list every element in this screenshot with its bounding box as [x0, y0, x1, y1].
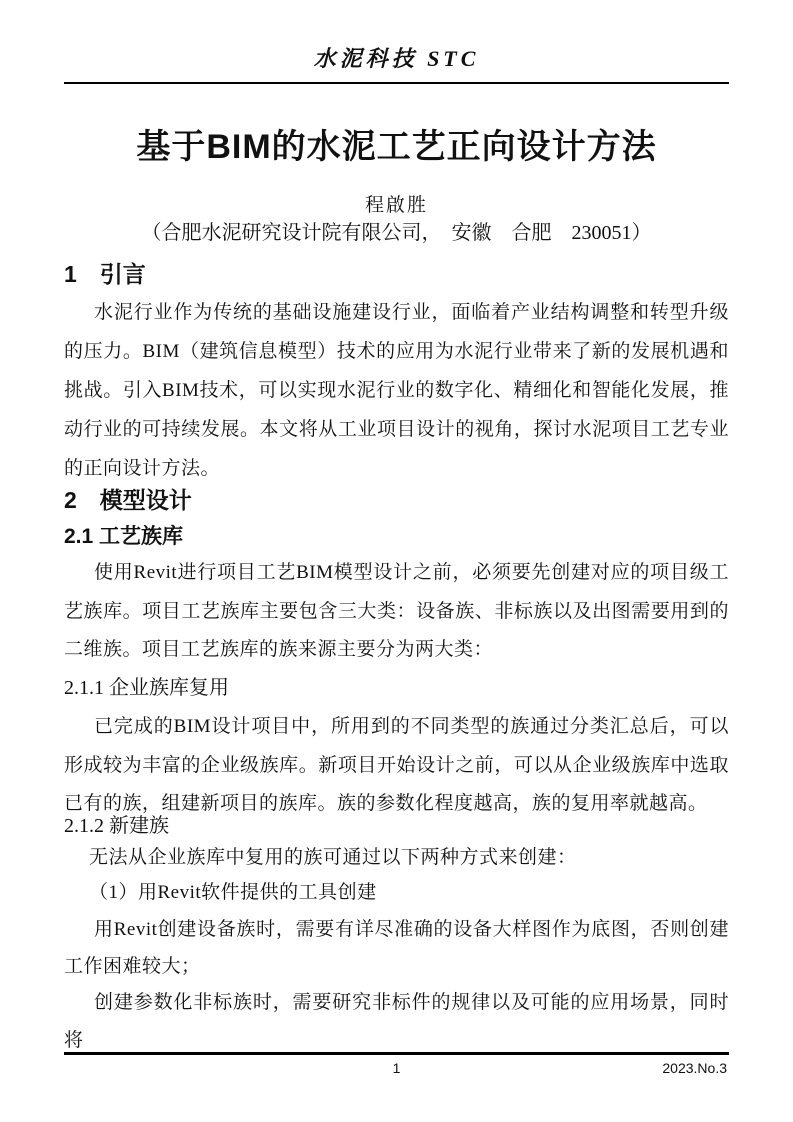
journal-header-title: 水泥科技 STC — [313, 46, 480, 71]
subsection-heading-2-1: 2.1 工艺族库 — [64, 525, 184, 548]
subsection-heading-2-1-1: 2.1.1 企业族库复用 — [64, 677, 229, 699]
section-heading-2-model-design: 2 模型设计 — [64, 487, 192, 513]
issue-label: 2023.No.3 — [662, 1060, 727, 1076]
section-heading-1-introduction: 1 引言 — [64, 261, 146, 287]
paragraph-family-library: 使用Revit进行项目工艺BIM模型设计之前，必须要先创建对应的项目级工艺族库。项目工艺族库主要包含三大类：设备族、非标族以及出图需要用到的二维族。项目工艺族库的族来源主要分为两大类： — [64, 562, 729, 660]
author-name: 程啟胜 — [364, 195, 428, 216]
author-affiliation: （合肥水泥研究设计院有限公司， 安徽 合肥 230051） — [141, 222, 652, 244]
article-title: 基于BIM的水泥工艺正向设计方法 — [136, 128, 657, 166]
paragraph-parametric-family: 创建参数化非标族时，需要研究非标件的规律以及可能的应用场景，同时将 — [64, 992, 729, 1051]
paragraph-method-1-label: （1）用Revit软件提供的工具创建 — [89, 882, 377, 903]
paragraph-new-family-lead: 无法从企业族库中复用的族可通过以下两种方式来创建： — [89, 847, 577, 868]
subsection-heading-2-1-2: 2.1.2 新建族 — [64, 815, 169, 837]
paragraph-revit-equipment-family: 用Revit创建设备族时，需要有详尽准确的设备大样图作为底图，否则创建工作困难较大； — [64, 919, 729, 977]
paragraph-introduction: 水泥行业作为传统的基础设施建设行业，面临着产业结构调整和转型升级的压力。BIM（建筑信息模型）技术的应用为水泥行业带来了新的发展机遇和挑战。引入BIM技术，可以实现水泥行业的数字化、精细化和智能化发展，推动行业的可持续发展。本文将从工业项目设计的视角，探讨水泥项目工艺专业的正向设计方法。 — [64, 302, 729, 479]
footer-rule — [64, 1052, 729, 1055]
page-number: 1 — [392, 1060, 401, 1076]
paragraph-enterprise-library-reuse: 已完成的BIM设计项目中，所用到的不同类型的族通过分类汇总后，可以形成较为丰富的企业级族库。新项目开始设计之前，可以从企业级族库中选取已有的族，组建新项目的族库。族的参数化程度越高，族的复用率就越高。 — [64, 716, 729, 814]
footer — [64, 1058, 729, 1078]
header-rule — [64, 82, 729, 84]
